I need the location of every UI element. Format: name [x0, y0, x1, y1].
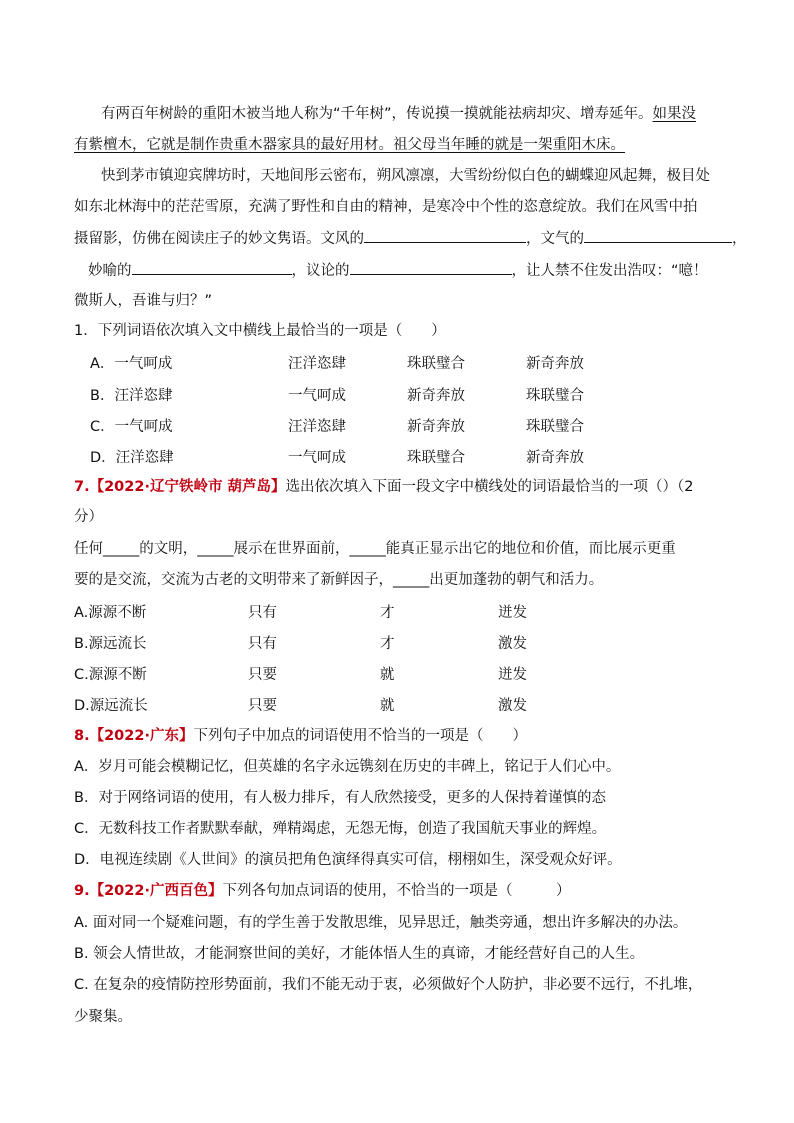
option-word: 汪洋恣肆 [288, 356, 346, 372]
option-word: 激发 [498, 698, 527, 714]
option-word: 珠联璧合 [526, 388, 584, 404]
fill-blank-2 [584, 228, 732, 243]
option-label: D.源远流长 [74, 698, 148, 714]
question-text: 下列句子中加点的词语使用不恰当的一项是（ ） [193, 728, 527, 744]
passage-line: 快到茅市镇迎宾牌坊时，天地间彤云密布，朔风凛凛，大雪纷纷似白色的蝴蝶迎风起舞，极目处 [101, 168, 710, 184]
passage-line [74, 135, 625, 155]
option-label: B．汪洋恣肆 [90, 388, 173, 404]
passage-text: ，让人禁不住发出浩叹：“噫！ [511, 263, 708, 279]
option-word: 新奇奔放 [407, 419, 465, 435]
question-source: 8.【2022·广东】 [74, 728, 194, 744]
question-9-option-b: B. 领会人情世故，才能洞察世间的美好，才能体悟人生的真谛，才能经营好自己的人生。 [74, 946, 645, 962]
passage-text: 摄留影，仿佛在阅读庄子的妙文隽语。文风的 [74, 231, 364, 247]
passage-text: ， [732, 231, 747, 247]
option-word: 才 [380, 605, 395, 621]
option-word: 迸发 [498, 605, 527, 621]
passage-line: 如东北林海中的茫茫雪原，充满了野性和自由的精神，是寒冷中个性的恣意绽放。我们在风雪中拍 [74, 199, 698, 215]
passage-text: 妙喻的 [88, 263, 132, 279]
question-7-stem [74, 477, 694, 497]
option-word: 只要 [248, 667, 277, 683]
question-source: 9.【2022·广西百色】 [74, 883, 223, 899]
question-9-option-a: A. 面对同一个疑难问题，有的学生善于发散思维，见异思迁，触类旁通，想出许多解决的办法。 [74, 915, 688, 931]
option-word: 只有 [248, 636, 277, 652]
passage-line [101, 104, 696, 124]
question-8-option-c: C．无数科技工作者默默奉献，殚精竭虑，无怨无悔，创造了我国航天事业的辉煌。 [74, 821, 607, 837]
passage-line: 微斯人，吾谁与归？” [74, 293, 213, 309]
passage-text: 有两百年树龄的重阳木被当地人称为“千年树”，传说摸一摸就能祛病却灾、增寿延年。 [101, 106, 653, 122]
question-8-stem [74, 726, 527, 746]
question-9-option-c: C. 在复杂的疫情防控形势面前，我们不能无动于衷，必须做好个人防护，非必要不远行，不扎堆， [74, 977, 703, 993]
option-word: 只有 [248, 605, 277, 621]
option-word: 新奇奔放 [526, 356, 584, 372]
passage-line [88, 260, 708, 281]
option-word: 一气呵成 [288, 450, 346, 466]
option-label: C.源源不断 [74, 667, 147, 683]
option-word: 珠联璧合 [526, 419, 584, 435]
option-label: B.源远流长 [74, 636, 147, 652]
question-8-option-d: D．电视连续剧《人世间》的演员把角色演绎得真实可信，栩栩如生，深受观众好评。 [74, 852, 622, 868]
option-label: D．汪洋恣肆 [90, 450, 174, 466]
option-word: 迸发 [498, 667, 527, 683]
question-text: 下列各句加点词语的使用，不恰当的一项是（ ） [222, 883, 571, 899]
question-9-option-c-cont: 少聚集。 [74, 1009, 132, 1025]
question-8-option-b: B．对于网络词语的使用，有人极力排斥，有人欣然接受，更多的人保持着谨慎的态 [74, 790, 606, 806]
passage-text: ，议论的 [291, 263, 350, 279]
option-word: 珠联璧合 [407, 450, 465, 466]
option-label: A．一气呵成 [90, 356, 173, 372]
passage-text: ，文气的 [526, 231, 584, 247]
option-word: 新奇奔放 [407, 388, 465, 404]
fill-blank-4 [350, 260, 512, 275]
question-7-text: 要的是交流，交流为古老的文明带来了新鲜因子，_____出更加蓬勃的朝气和活力。 [74, 572, 604, 588]
question-7-text: 任何_____的文明，_____展示在世界面前，_____能真正显示出它的地位和价值，而比展示更重 [74, 541, 676, 557]
option-word: 只要 [248, 698, 277, 714]
fill-blank-3 [132, 260, 292, 275]
underlined-text: 如果没 [652, 106, 697, 122]
fill-blank-1 [364, 228, 526, 243]
option-word: 汪洋恣肆 [288, 419, 346, 435]
question-7-stem-cont: 分） [74, 509, 103, 525]
passage-line [74, 228, 747, 249]
option-label: C．一气呵成 [90, 419, 173, 435]
option-word: 激发 [498, 636, 527, 652]
question-1-stem: 1．下列词语依次填入文中横线上最恰当的一项是（ ） [74, 323, 446, 339]
option-word: 一气呵成 [288, 388, 346, 404]
question-text: 选出依次填入下面一段文字中横线处的词语最恰当的一项（）（2 [285, 479, 694, 495]
option-word: 珠联璧合 [407, 356, 465, 372]
option-label: A.源源不断 [74, 605, 147, 621]
underlined-text: 有紫檀木，它就是制作贵重木器家具的最好用材。祖父母当年睡的就是一架重阳木床。 [74, 137, 625, 153]
option-word: 新奇奔放 [526, 450, 584, 466]
question-source: 7.【2022·辽宁铁岭市 葫芦岛】 [74, 479, 286, 495]
option-word: 就 [380, 667, 395, 683]
question-9-stem [74, 881, 570, 901]
question-8-option-a: A．岁月可能会模糊记忆，但英雄的名字永远镌刻在历史的丰碑上，铭记于人们心中。 [74, 759, 621, 775]
option-word: 就 [380, 698, 395, 714]
option-word: 才 [380, 636, 395, 652]
